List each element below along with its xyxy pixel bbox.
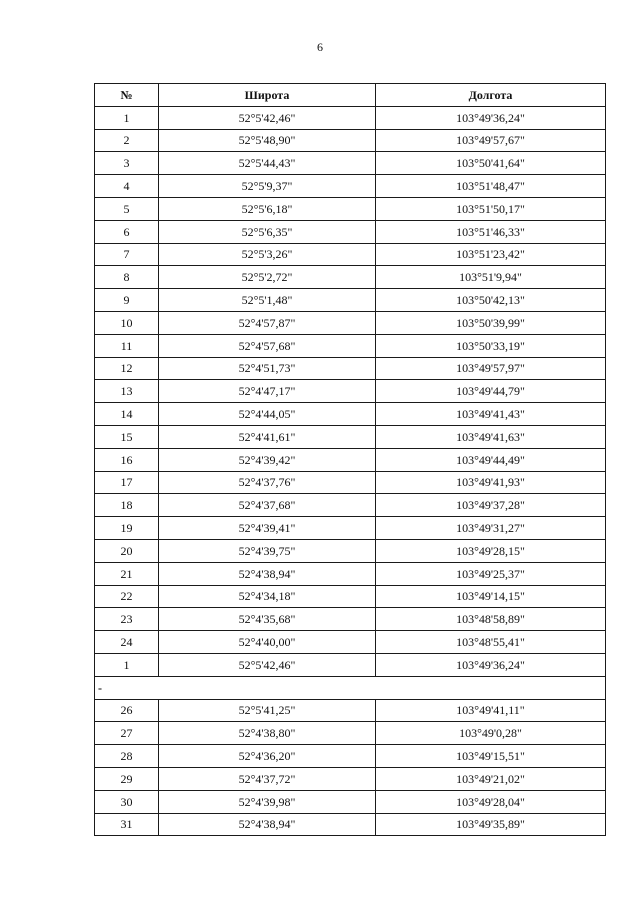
row-number-cell: 7 xyxy=(95,243,159,266)
longitude-cell: 103°51'9,94" xyxy=(376,266,606,289)
table-row xyxy=(95,129,606,152)
latitude-cell: 52°4'57,68" xyxy=(159,334,376,357)
table-row xyxy=(95,334,606,357)
coordinates-table xyxy=(94,83,606,836)
latitude-cell: 52°5'44,43" xyxy=(159,152,376,175)
table-row xyxy=(95,745,606,768)
row-number-cell: 17 xyxy=(95,471,159,494)
table-row xyxy=(95,722,606,745)
row-number-cell: 31 xyxy=(95,813,159,836)
latitude-cell: 52°4'36,20" xyxy=(159,745,376,768)
latitude-cell: 52°4'41,61" xyxy=(159,425,376,448)
longitude-cell: 103°49'15,51" xyxy=(376,745,606,768)
latitude-cell: 52°4'39,98" xyxy=(159,790,376,813)
table-row xyxy=(95,403,606,426)
longitude-cell: 103°49'28,04" xyxy=(376,790,606,813)
latitude-cell: 52°5'6,18" xyxy=(159,197,376,220)
table-row xyxy=(95,448,606,471)
longitude-cell: 103°49'31,27" xyxy=(376,517,606,540)
longitude-cell: 103°48'58,89" xyxy=(376,608,606,631)
longitude-cell: 103°49'28,15" xyxy=(376,539,606,562)
latitude-cell: 52°4'47,17" xyxy=(159,380,376,403)
latitude-cell: 52°4'39,75" xyxy=(159,539,376,562)
table-row xyxy=(95,289,606,312)
latitude-cell: 52°5'1,48" xyxy=(159,289,376,312)
longitude-cell: 103°50'39,99" xyxy=(376,311,606,334)
table-row xyxy=(95,790,606,813)
row-number-cell: 24 xyxy=(95,631,159,654)
longitude-cell: 103°50'41,64" xyxy=(376,152,606,175)
row-number-cell: 21 xyxy=(95,562,159,585)
table-row xyxy=(95,631,606,654)
longitude-cell: 103°50'42,13" xyxy=(376,289,606,312)
row-number-cell: 1 xyxy=(95,106,159,129)
latitude-cell: 52°4'40,00" xyxy=(159,631,376,654)
separator-row xyxy=(95,676,606,699)
longitude-cell: 103°49'57,97" xyxy=(376,357,606,380)
latitude-cell: 52°4'37,76" xyxy=(159,471,376,494)
row-number-cell: 23 xyxy=(95,608,159,631)
row-number-cell: 20 xyxy=(95,539,159,562)
row-number-cell: 30 xyxy=(95,790,159,813)
latitude-cell: 52°4'39,41" xyxy=(159,517,376,540)
longitude-cell: 103°49'41,93" xyxy=(376,471,606,494)
latitude-cell: 52°4'51,73" xyxy=(159,357,376,380)
latitude-cell: 52°4'37,72" xyxy=(159,767,376,790)
row-number-cell: 15 xyxy=(95,425,159,448)
table-row xyxy=(95,767,606,790)
row-number-cell: 1 xyxy=(95,653,159,676)
row-number-cell: 11 xyxy=(95,334,159,357)
longitude-cell: 103°51'46,33" xyxy=(376,220,606,243)
table-row xyxy=(95,813,606,836)
table-row xyxy=(95,220,606,243)
latitude-cell: 52°4'39,42" xyxy=(159,448,376,471)
latitude-cell: 52°4'38,94" xyxy=(159,813,376,836)
longitude-cell: 103°49'41,11" xyxy=(376,699,606,722)
table-row xyxy=(95,539,606,562)
table-row xyxy=(95,699,606,722)
longitude-cell: 103°49'35,89" xyxy=(376,813,606,836)
latitude-cell: 52°4'38,80" xyxy=(159,722,376,745)
row-number-cell: 8 xyxy=(95,266,159,289)
table-row xyxy=(95,425,606,448)
table-row xyxy=(95,562,606,585)
table-row xyxy=(95,494,606,517)
row-number-cell: 2 xyxy=(95,129,159,152)
longitude-cell: 103°49'36,24" xyxy=(376,653,606,676)
separator-cell: - xyxy=(95,676,606,699)
row-number-cell: 27 xyxy=(95,722,159,745)
longitude-cell: 103°50'33,19" xyxy=(376,334,606,357)
row-number-cell: 29 xyxy=(95,767,159,790)
row-number-cell: 10 xyxy=(95,311,159,334)
table-row xyxy=(95,152,606,175)
header-latitude: Широта xyxy=(159,84,376,107)
row-number-cell: 14 xyxy=(95,403,159,426)
longitude-cell: 103°48'55,41" xyxy=(376,631,606,654)
row-number-cell: 5 xyxy=(95,197,159,220)
table-row xyxy=(95,380,606,403)
longitude-cell: 103°49'41,63" xyxy=(376,425,606,448)
longitude-cell: 103°51'23,42" xyxy=(376,243,606,266)
row-number-cell: 4 xyxy=(95,175,159,198)
table-row xyxy=(95,357,606,380)
longitude-cell: 103°49'41,43" xyxy=(376,403,606,426)
row-number-cell: 12 xyxy=(95,357,159,380)
row-number-cell: 28 xyxy=(95,745,159,768)
latitude-cell: 52°5'9,37" xyxy=(159,175,376,198)
latitude-cell: 52°5'2,72" xyxy=(159,266,376,289)
row-number-cell: 9 xyxy=(95,289,159,312)
table-row xyxy=(95,106,606,129)
longitude-cell: 103°49'57,67" xyxy=(376,129,606,152)
table-body xyxy=(95,106,606,836)
table-header-row xyxy=(95,84,606,107)
longitude-cell: 103°51'48,47" xyxy=(376,175,606,198)
header-longitude: Долгота xyxy=(376,84,606,107)
row-number-cell: 13 xyxy=(95,380,159,403)
longitude-cell: 103°51'50,17" xyxy=(376,197,606,220)
header-number: № xyxy=(95,84,159,107)
table-row xyxy=(95,471,606,494)
table-row xyxy=(95,266,606,289)
longitude-cell: 103°49'36,24" xyxy=(376,106,606,129)
latitude-cell: 52°4'35,68" xyxy=(159,608,376,631)
table-row xyxy=(95,311,606,334)
row-number-cell: 18 xyxy=(95,494,159,517)
longitude-cell: 103°49'14,15" xyxy=(376,585,606,608)
latitude-cell: 52°5'41,25" xyxy=(159,699,376,722)
row-number-cell: 6 xyxy=(95,220,159,243)
row-number-cell: 19 xyxy=(95,517,159,540)
latitude-cell: 52°5'42,46" xyxy=(159,653,376,676)
latitude-cell: 52°4'57,87" xyxy=(159,311,376,334)
table-row xyxy=(95,243,606,266)
table-row xyxy=(95,175,606,198)
longitude-cell: 103°49'21,02" xyxy=(376,767,606,790)
longitude-cell: 103°49'44,49" xyxy=(376,448,606,471)
table-row xyxy=(95,653,606,676)
latitude-cell: 52°4'37,68" xyxy=(159,494,376,517)
latitude-cell: 52°4'34,18" xyxy=(159,585,376,608)
latitude-cell: 52°4'44,05" xyxy=(159,403,376,426)
longitude-cell: 103°49'37,28" xyxy=(376,494,606,517)
longitude-cell: 103°49'25,37" xyxy=(376,562,606,585)
page-number: 6 xyxy=(317,40,323,54)
row-number-cell: 22 xyxy=(95,585,159,608)
row-number-cell: 16 xyxy=(95,448,159,471)
longitude-cell: 103°49'44,79" xyxy=(376,380,606,403)
longitude-cell: 103°49'0,28" xyxy=(376,722,606,745)
latitude-cell: 52°5'48,90" xyxy=(159,129,376,152)
latitude-cell: 52°5'42,46" xyxy=(159,106,376,129)
row-number-cell: 3 xyxy=(95,152,159,175)
table-row xyxy=(95,517,606,540)
table-row xyxy=(95,585,606,608)
table-row xyxy=(95,197,606,220)
latitude-cell: 52°5'6,35" xyxy=(159,220,376,243)
row-number-cell: 26 xyxy=(95,699,159,722)
latitude-cell: 52°4'38,94" xyxy=(159,562,376,585)
table-row xyxy=(95,608,606,631)
latitude-cell: 52°5'3,26" xyxy=(159,243,376,266)
